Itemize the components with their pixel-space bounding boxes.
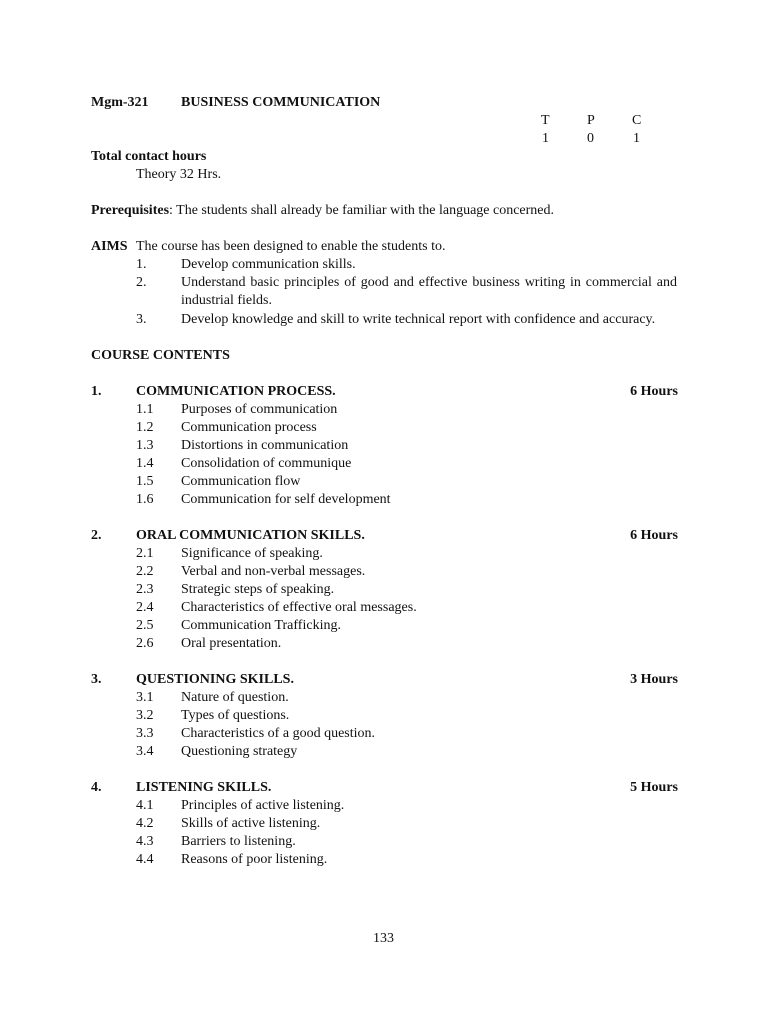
- topic-item: [0, 419, 768, 437]
- tpc-value-p: 0: [587, 131, 594, 146]
- section-hours: 6 Hours: [630, 528, 678, 543]
- topic-number: 4.3: [136, 834, 154, 849]
- section-header: [0, 527, 768, 545]
- section-hours: 3 Hours: [630, 672, 678, 687]
- section-hours: 6 Hours: [630, 384, 678, 399]
- topic-item: [0, 815, 768, 833]
- topic-item: [0, 563, 768, 581]
- prerequisites: [91, 202, 554, 220]
- topic-number: 1.1: [136, 402, 154, 417]
- topic-item: [0, 581, 768, 599]
- topic-text: Distortions in communication: [181, 438, 349, 453]
- section-number: 3.: [91, 672, 102, 687]
- topic-item: [0, 617, 768, 635]
- topic-item: [0, 689, 768, 707]
- prerequisites-label: Prerequisites: [91, 203, 170, 218]
- tpc-label-c: C: [632, 113, 642, 128]
- topic-text: Barriers to listening.: [181, 834, 296, 849]
- topic-item: [0, 743, 768, 761]
- topic-item: [0, 725, 768, 743]
- topic-number: 1.6: [136, 492, 154, 507]
- topic-item: [0, 707, 768, 725]
- topic-item: [0, 797, 768, 815]
- contact-hours-label: Total contact hours: [91, 149, 207, 164]
- topic-item: [0, 491, 768, 509]
- page-number: 133: [373, 931, 394, 946]
- topic-number: 4.1: [136, 798, 154, 813]
- topic-number: 1.3: [136, 438, 154, 453]
- tpc-label-t: T: [541, 113, 550, 128]
- topic-text: Communication Trafficking.: [181, 618, 341, 633]
- aims-label: AIMS: [91, 239, 128, 254]
- topic-number: 2.1: [136, 546, 154, 561]
- topic-text: Characteristics of a good question.: [181, 726, 376, 741]
- topic-text: Communication process: [181, 420, 317, 435]
- section-header: [0, 779, 768, 797]
- topic-number: 1.2: [136, 420, 154, 435]
- topic-number: 2.4: [136, 600, 154, 615]
- topic-item: [0, 437, 768, 455]
- section-title: COMMUNICATION PROCESS.: [136, 384, 336, 399]
- aim-number: 2.: [136, 275, 147, 290]
- section-title: LISTENING SKILLS.: [136, 780, 272, 795]
- tpc-value-t: 1: [542, 131, 549, 146]
- topic-text: Oral presentation.: [181, 636, 282, 651]
- aim-text: Develop communication skills.: [181, 257, 356, 272]
- topic-text: Nature of question.: [181, 690, 289, 705]
- topic-text: Reasons of poor listening.: [181, 852, 328, 867]
- topic-item: [0, 635, 768, 653]
- topic-item: [0, 455, 768, 473]
- topic-text: Significance of speaking.: [181, 546, 323, 561]
- aims-intro: The course has been designed to enable the students to.: [136, 239, 446, 254]
- course-code: Mgm-321: [91, 95, 149, 110]
- topic-number: 1.5: [136, 474, 154, 489]
- topic-number: 2.6: [136, 636, 154, 651]
- course-contents-heading: COURSE CONTENTS: [91, 348, 230, 363]
- aim-text: Understand basic principles of good and effective business writing in commercial and industrial fields.: [181, 275, 677, 308]
- topic-item: [0, 473, 768, 491]
- topic-text: Types of questions.: [181, 708, 290, 723]
- section-number: 1.: [91, 384, 102, 399]
- topic-item: [0, 599, 768, 617]
- topic-text: Characteristics of effective oral messages.: [181, 600, 417, 615]
- theory-hours: Theory 32 Hrs.: [136, 167, 222, 182]
- section-header: [0, 383, 768, 401]
- section-hours: 5 Hours: [630, 780, 678, 795]
- topic-text: Purposes of communication: [181, 402, 338, 417]
- topic-item: [0, 401, 768, 419]
- topic-number: 3.2: [136, 708, 154, 723]
- topic-text: Consolidation of communique: [181, 456, 352, 471]
- topic-number: 2.3: [136, 582, 154, 597]
- section-title: ORAL COMMUNICATION SKILLS.: [136, 528, 365, 543]
- topic-text: Communication for self development: [181, 492, 391, 507]
- topic-number: 2.2: [136, 564, 154, 579]
- prerequisites-text: : The students shall already be familiar with the language concerned.: [169, 203, 555, 218]
- topic-item: [0, 833, 768, 851]
- aim-text: Develop knowledge and skill to write technical report with confidence and accuracy.: [181, 312, 656, 327]
- course-title: BUSINESS COMMUNICATION: [181, 95, 381, 110]
- topic-text: Verbal and non-verbal messages.: [181, 564, 366, 579]
- topic-item: [0, 851, 768, 869]
- aim-number: 3.: [136, 312, 147, 327]
- topic-number: 3.4: [136, 744, 154, 759]
- topic-text: Principles of active listening.: [181, 798, 345, 813]
- section-number: 4.: [91, 780, 102, 795]
- tpc-value-c: 1: [633, 131, 640, 146]
- topic-text: Strategic steps of speaking.: [181, 582, 335, 597]
- topic-number: 2.5: [136, 618, 154, 633]
- topic-text: Skills of active listening.: [181, 816, 321, 831]
- aim-number: 1.: [136, 257, 147, 272]
- tpc-label-p: P: [587, 113, 595, 128]
- section-title: QUESTIONING SKILLS.: [136, 672, 294, 687]
- section-header: [0, 671, 768, 689]
- topic-number: 4.2: [136, 816, 154, 831]
- topic-item: [0, 545, 768, 563]
- topic-number: 4.4: [136, 852, 154, 867]
- section-number: 2.: [91, 528, 102, 543]
- topic-number: 3.1: [136, 690, 154, 705]
- topic-number: 3.3: [136, 726, 154, 741]
- topic-number: 1.4: [136, 456, 154, 471]
- topic-text: Questioning strategy: [181, 744, 298, 759]
- topic-text: Communication flow: [181, 474, 301, 489]
